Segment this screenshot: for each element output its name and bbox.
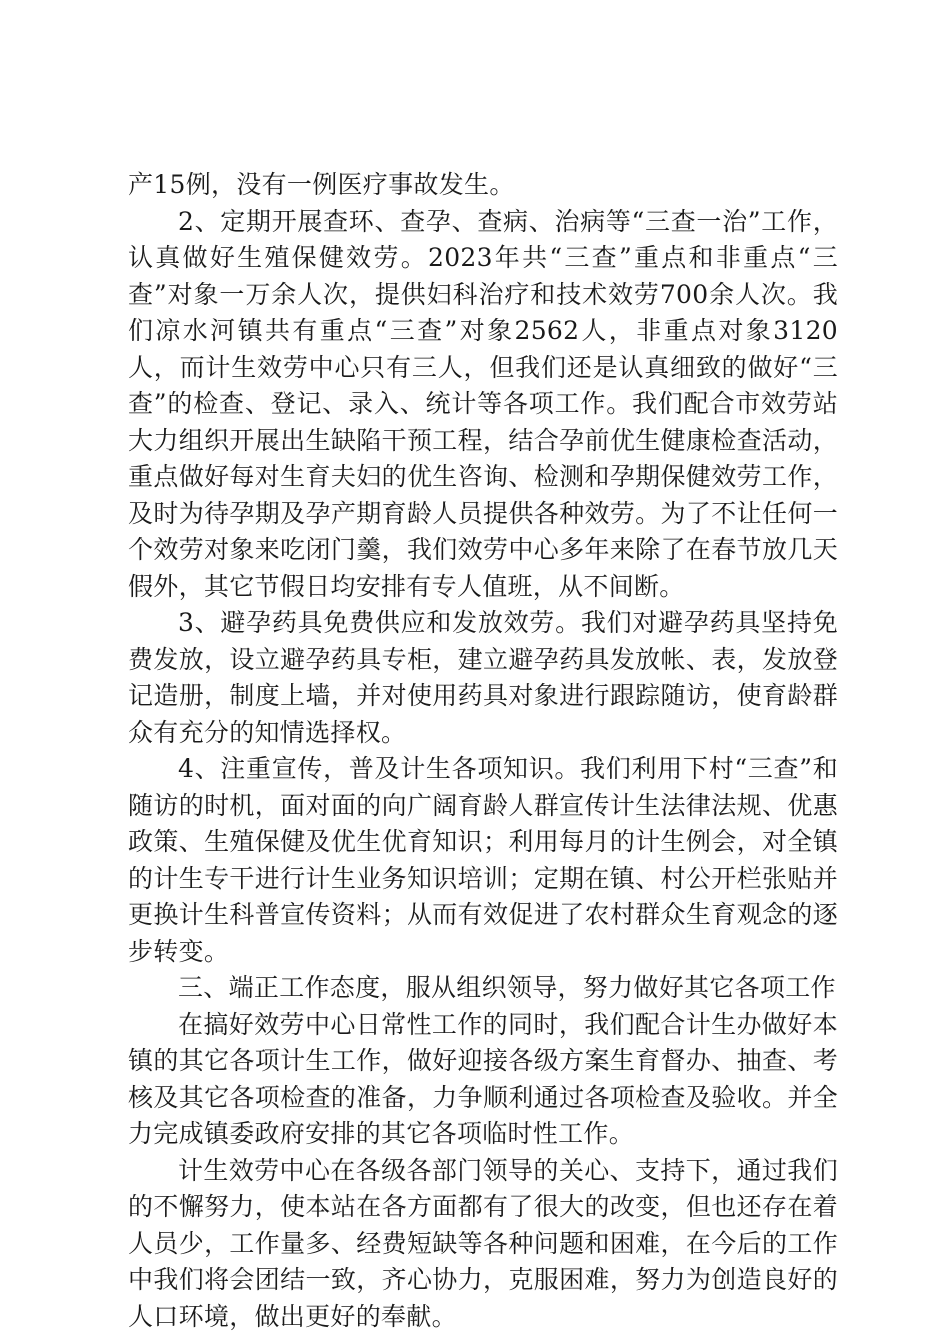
paragraph-continuation: 产15例，没有一例医疗事故发生。 bbox=[128, 170, 515, 199]
document-body bbox=[128, 167, 838, 1335]
paragraph-item-2: 2、定期开展查环、查孕、查病、治病等“三查一治”工作，认真做好生殖保健效劳。2023年共“三查”重点和非重点“三查”对象一万余人次，提供妇科治疗和技术效劳700余人次。我们凉水河镇共有重点“三查”对象2562人，非重点对象3120人，而计生效劳中心只有三人，但我们还是认真细致的做好“三查”的检查、登记、录入、统计等各项工作。我们配合市效劳站大力组织开展出生缺陷干预工程，结合孕前优生健康检查活动，重点做好每对生育夫妇的优生咨询、检测和孕期保健效劳工作，及时为待孕期及孕产期育龄人员提供各种效劳。为了不让任何一个效劳对象来吃闭门羹，我们效劳中心多年来除了在春节放几天假外，其它节假日均安排有专人值班，从不间断。 bbox=[128, 206, 838, 601]
section-heading-3: 三、端正工作态度，服从组织领导，努力做好其它各项工作 bbox=[178, 973, 836, 1002]
paragraph-item-3: 3、避孕药具免费供应和发放效劳。我们对避孕药具坚持免费发放，设立避孕药具专柜，建立避孕药具发放帐、表，发放登记造册，制度上墙，并对使用药具对象进行跟踪随访，使育龄群众有充分的知情选择权。 bbox=[128, 608, 838, 747]
paragraph-item-4: 4、注重宣传，普及计生各项知识。我们利用下村“三查”和随访的时机，面对面的向广阔育龄人群宣传计生法律法规、优惠政策、生殖保健及优生优育知识；利用每月的计生例会，对全镇的计生专干进行计生业务知识培训；定期在镇、村公开栏张贴并更换计生科普宣传资料；从而有效促进了农村群众生育观念的逐步转变。 bbox=[128, 754, 838, 966]
paragraph-conclusion: 计生效劳中心在各级各部门领导的关心、支持下，通过我们的不懈努力，使本站在各方面都有了很大的改变，但也还存在着人员少，工作量多、经费短缺等各种问题和困难，在今后的工作中我们将会团结一致，齐心协力，克服困难，努力为创造良好的人口环境，做出更好的奉献。 bbox=[128, 1155, 838, 1331]
paragraph-section-3-body: 在搞好效劳中心日常性工作的同时，我们配合计生办做好本镇的其它各项计生工作，做好迎接各级方案生育督办、抽查、考核及其它各项检查的准备，力争顺利通过各项检查及验收。并全力完成镇委政府安排的其它各项临时性工作。 bbox=[128, 1009, 838, 1148]
